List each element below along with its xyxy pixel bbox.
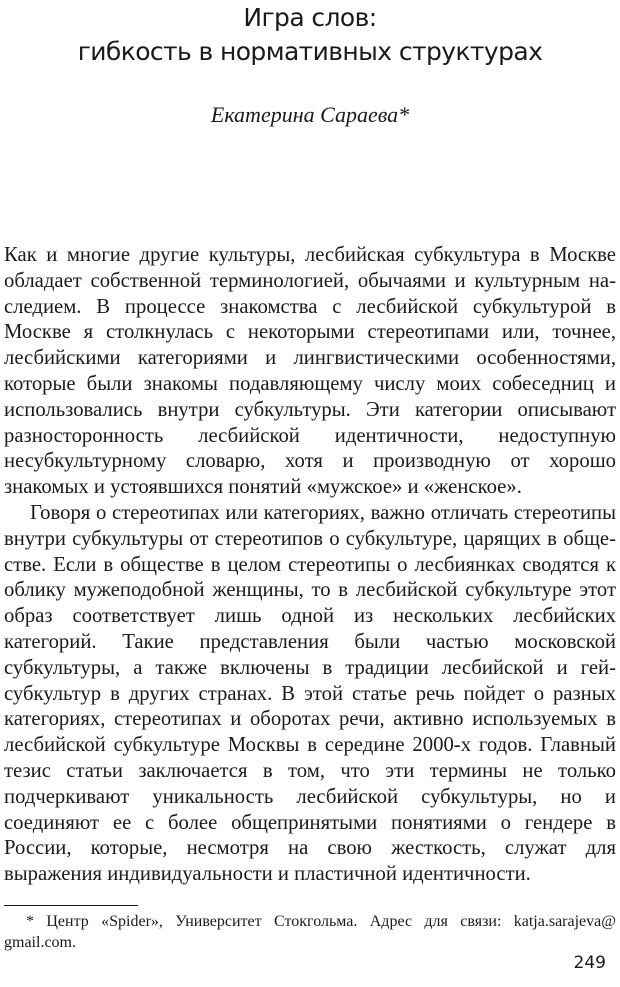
article-body bbox=[4, 243, 616, 888]
footnote: * Центр «Spider», Университет Стокгольма. Адрес для связи: katja.sarajeva@ gmail.com. bbox=[4, 913, 616, 951]
article-title-line-1: Игра слов: bbox=[243, 3, 377, 32]
author-name: Екатерина Сараева* bbox=[210, 102, 410, 127]
page-number: 249 bbox=[573, 953, 606, 973]
paragraph-1: Как и многие другие культуры, лесбийская субкультура в Москве обладает собственной терминологией, обычаями и культурным наследием. В процессе знакомства с лесбийской субкультурой в Москве я столкнулась с некоторыми стереотипами или, точнее, лесбийскими категориями и лингвистическими особенностями, которые были знакомы подавляющему числу моих собеседниц и использовались внутри субкультуры. Эти категории описывают разносторонность лесбийской идентичности, недоступную несубкультурному словарю, хотя и производную от хорошо знакомых и устоявшихся понятий «мужское» и «женское». bbox=[4, 244, 616, 499]
paragraph-2: Говоря о стереотипах или категориях, важно отличать стереотипы внутри субкультуры от стереотипов о субкультуре, царящих в обществе. Если в обществе в целом стереотипы о лесбиянках сводятся к облику мужеподобной женщины, то в лесбийской субкультуре этот образ соответствует лишь одной из нескольких лесбийских категорий. Такие представления были частью московской субкультуры, а также включены в традиции лесбийской и гей-субкультур в других странах. В этой статье речь пойдет о разных категориях, стереотипах и оборотах речи, активно используемых в лесбийской субкультуре Москвы в середине 2000-х годов. Главный тезис статьи заключается в том, что эти термины не только подчеркивают уникальность лесбийской субкультуры, но и соединяют ее с более общепринятыми понятиями о гендере в России, которые, несмотря на свою жесткость, служат для выражения индивидуальности и пластичной идентичности. bbox=[4, 501, 616, 886]
footnote-separator bbox=[4, 905, 138, 906]
article-title-line-2: гибкость в нормативных структурах bbox=[77, 37, 543, 66]
